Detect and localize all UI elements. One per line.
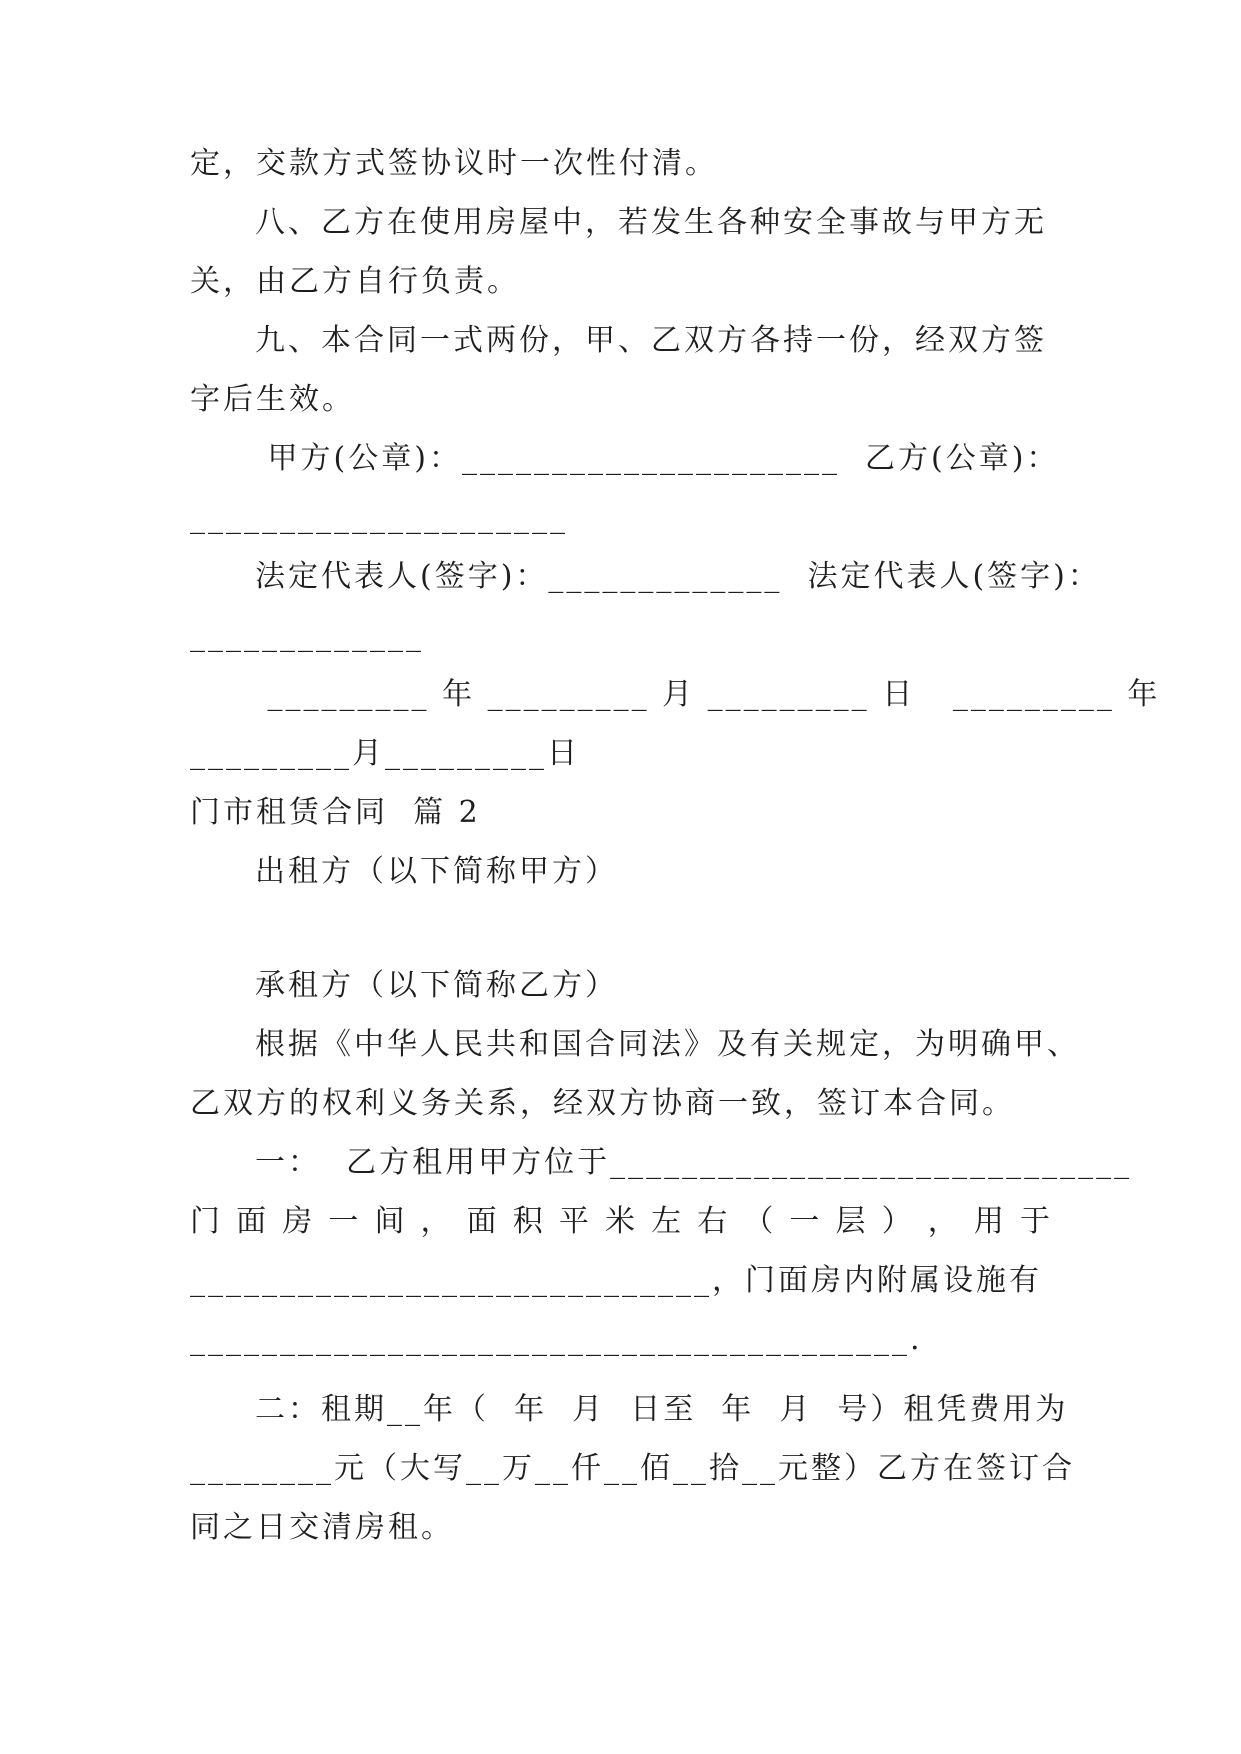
char: 于 <box>1019 1204 1050 1239</box>
text-line: 关，由乙方自行负责。 <box>190 264 520 299</box>
text-line: 同之日交清房租。 <box>190 1510 454 1545</box>
char: 积 <box>512 1204 543 1239</box>
date-line: _________月_________日 <box>190 736 580 771</box>
clause-one-spaced <box>190 1204 1050 1240</box>
char: 层 <box>835 1204 866 1239</box>
text-line: 字后生效。 <box>190 382 355 417</box>
char: 门 <box>190 1204 220 1239</box>
section-heading: 门市租赁合同 篇 2 <box>190 795 481 830</box>
text-line: ________元（大写__万__仟__佰__拾__元整）乙方在签订合 <box>190 1451 1075 1486</box>
clause-one: 一： 乙方租用甲方位于_____________________________ <box>255 1145 1133 1180</box>
char: 房 <box>282 1204 313 1239</box>
party-lessee: 承租方（以下简称乙方） <box>255 968 618 1003</box>
text-line: 乙双方的权利义务关系，经双方协商一致，签订本合同。 <box>190 1086 1015 1121</box>
text-line: 九、本合同一式两份，甲、乙双方各持一份，经双方签 <box>255 323 1047 358</box>
text-line: ________________________________________. <box>190 1322 923 1357</box>
char: 左 <box>651 1204 682 1239</box>
date-line: _________ 年 _________ 月 _________ 日 _________ 年 <box>255 677 1161 712</box>
char: 面 <box>236 1204 267 1239</box>
char: （ <box>743 1204 774 1239</box>
char: ） <box>881 1204 912 1239</box>
text-line: 根据《中华人民共和国合同法》及有关规定，为明确甲、 <box>255 1027 1080 1062</box>
char: 一 <box>789 1204 820 1239</box>
text-line: 八、乙方在使用房屋中，若发生各种安全事故与甲方无 <box>255 205 1047 240</box>
char: ， <box>420 1204 451 1239</box>
signature-blank: _____________________ <box>190 500 568 535</box>
char: 右 <box>697 1204 728 1239</box>
char: 一 <box>328 1204 359 1239</box>
char: ， <box>927 1204 958 1239</box>
char: 米 <box>604 1204 635 1239</box>
char: 面 <box>466 1204 497 1239</box>
char: 间 <box>374 1204 405 1239</box>
char: 平 <box>558 1204 589 1239</box>
signature-line-representative: 法定代表人(签字)：_____________ 法定代表人(签字)： <box>255 559 1101 594</box>
clause-two: 二：租期__年（ 年 月 日至 年 月 号）租凭费用为 <box>255 1392 1069 1427</box>
text-line: _____________________________，门面房内附属设施有 <box>190 1263 1042 1298</box>
char: 用 <box>973 1204 1004 1239</box>
signature-line-seal: 甲方(公章)：_____________________ 乙方(公章)： <box>255 441 1060 476</box>
text-line: 定，交款方式签协议时一次性付清。 <box>190 146 718 181</box>
signature-blank: _____________ <box>190 618 424 653</box>
party-lessor: 出租方（以下简称甲方） <box>255 854 618 889</box>
